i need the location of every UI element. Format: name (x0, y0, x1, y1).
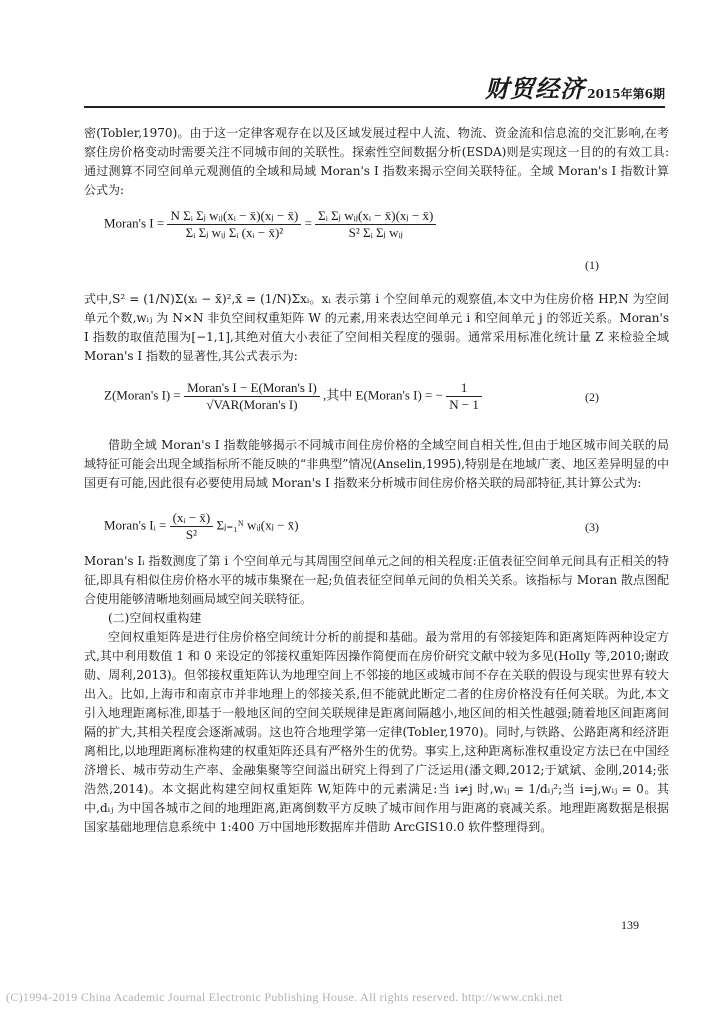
running-header (84, 76, 665, 108)
equation-fraction (315, 208, 436, 241)
equation-fraction (170, 510, 214, 543)
equation-lhs: Moran's I = (104, 215, 165, 231)
journal-title: 财贸经济 (485, 74, 585, 103)
equation-2 (104, 380, 669, 413)
paragraph-definitions (84, 290, 669, 366)
fraction-denominator: √VAR(Moran's I) (206, 397, 298, 412)
equation-lhs: Z(Moran's I) = (104, 387, 181, 403)
paragraph-intro (84, 124, 669, 200)
fraction-numerator: Moran's I − E(Moran's I) (184, 380, 320, 397)
paragraph-text: 密(Tobler,1970)。由于这一定律客观存在以及区域发展过程中人流、物流、资金流和信息流的交汇影响,在考察住房价格变动时需要关注不同城市间的关联性。探索性空间数据分析(ESDA)则是实现这一目的的有效工具:通过测算不同空间单元观测值的全域和局域 Moran's I 指数来揭示空间关联特征。全域 Moran's I 指数计算公式为: (84, 126, 669, 197)
fraction-numerator: N Σᵢ Σⱼ wᵢⱼ(xᵢ − x̄)(xⱼ − x̄) (167, 208, 301, 225)
fraction-denominator: S² (185, 527, 197, 542)
equation-lhs: Moran's Iᵢ = (104, 517, 167, 533)
paragraph-local-moran (84, 436, 669, 493)
paragraph-text: Moran's Iᵢ 指数测度了第 i 个空间单元与其周围空间单元之间的相关程度:正值表征空间单元间具有正相关的特征,即具有相似住房价格水平的城市集聚在一起;负值表征空间单元间的负相关关系。该指标与 Moran 散点图配合使用能够清晰地刻画局域空间关联特征。 (84, 554, 669, 606)
equation-rhs: Σⱼ₌₁ᴺ wᵢⱼ(xⱼ − x̄) (216, 517, 299, 533)
fraction-numerator: Σᵢ Σⱼ wᵢⱼ(xᵢ − x̄)(xⱼ − x̄) (315, 208, 436, 225)
section-heading: (二)空间权重构建 (108, 611, 202, 625)
fraction-numerator: (xᵢ − x̄) (170, 510, 214, 527)
fraction-numerator: 1 (446, 380, 482, 397)
equation-number: (1) (585, 258, 599, 272)
paragraph-text: 式中,S² = (1/N)Σ(xᵢ − x̄)²,x̄ = (1/N)Σxᵢ。xᵢ 表示第 i 个空间单元的观察值,本文中为住房价格 HP,N 为空间单元个数,wᵢⱼ 为 N×N 非负空间权重矩阵 W 的元素,用来表达空间单元 i 和空间单元 j 的邻近关系。Moran's I 指数的取值范围为[−1,1],其绝对值大小表征了空间相关程度的强弱。通常采用标准化统计量 Z 来检验全域 Moran's I 指数的显著性,其公式表示为: (84, 292, 669, 363)
page-number: 139 (621, 918, 639, 932)
equals-sign: = (304, 215, 312, 231)
equation-1 (104, 208, 669, 272)
fraction-denominator: N − 1 (449, 397, 479, 412)
equation-fraction (184, 380, 320, 413)
fraction-denominator: Σᵢ Σⱼ wᵢⱼ Σᵢ (xᵢ − x̄)² (185, 225, 284, 240)
equation-middle: ,其中 E(Moran's I) = − (323, 387, 443, 403)
equation-3 (104, 510, 669, 543)
copyright-footer: (C)1994-2019 China Academic Journal Electronic Publishing House. All rights reserved. http://www.cnki.net (6, 990, 563, 1004)
fraction-denominator: S² Σᵢ Σⱼ wᵢⱼ (348, 225, 403, 240)
paragraph-interpretation (84, 552, 669, 837)
equation-fraction (167, 208, 301, 241)
equation-fraction (446, 380, 482, 413)
issue-label: 2015年第6期 (587, 87, 665, 101)
paragraph-text: 空间权重矩阵是进行住房价格空间统计分析的前提和基础。最为常用的有邻接矩阵和距离矩阵两种设定方式,其中利用数值 1 和 0 来设定的邻接权重矩阵因操作简便而在房价研究文献中较为多见(Holly 等,2010;谢政勋、周利,2013)。但邻接权重矩阵认为地理空间上不邻接的地区或城市间不存在关联的假设与现实世界有较大出入。比如,上海市和南京市并非地理上的邻接关系,但不能就此断定二者的住房价格没有任何关联。为此,本文引入地理距离标准,即基于一般地区间的空间关联规律是距离间隔越小,地区间的相关性越强;随着地区间距离间隔的扩大,其相关程度会逐渐减弱。这也符合地理学第一定律(Tobler,1970)。同时,与铁路、公路距离和经济距离相比,以地理距离标准构建的权重矩阵还具有严格外生的优势。事实上,这种距离标准权重设定方法已在中国经济增长、城市劳动生产率、金融集聚等空间溢出研究上得到了广泛运用(潘文卿,2012;于斌斌、金刚,2014;张浩然,2014)。本文据此构建空间权重矩阵 W,矩阵中的元素满足:当 i≠j 时,wᵢⱼ = 1/dᵢⱼ²;当 i=j,wᵢⱼ = 0。其中,dᵢⱼ 为中国各城市之间的地理距离,距离倒数平方反映了城市间作用与距离的衰减关系。地理距离数据是根据国家基础地理信息系统中 1:400 万中国地形数据库并借助 ArcGIS10.0 软件整理得到。 (84, 630, 669, 834)
equation-number: (2) (585, 390, 599, 404)
equation-number: (3) (585, 520, 599, 534)
paragraph-text: 借助全域 Moran's I 指数能够揭示不同城市间住房价格的全域空间自相关性,但由于地区城市间关联的局域特征可能会出现全域指标所不能反映的“非典型”情况(Anselin,1995),特别是在地域广袤、地区差异明显的中国更有可能,因此很有必要使用局域 Moran's I 指数来分析城市间住房价格关联的局部特征,其计算公式为: (84, 438, 669, 490)
